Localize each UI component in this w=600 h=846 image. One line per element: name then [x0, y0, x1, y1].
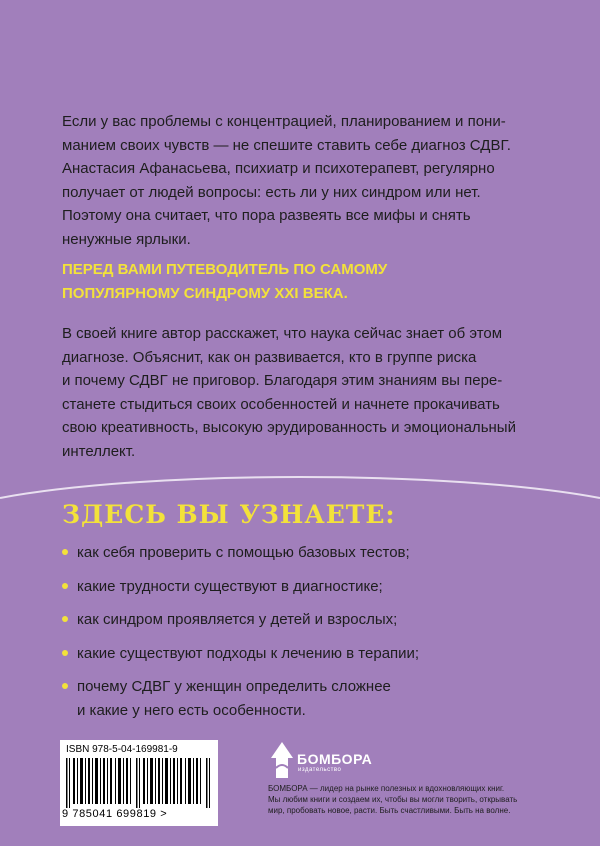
intro-line: получает от людей вопросы: есть ли у них синдром или нет.: [62, 183, 481, 201]
intro-line: Анастасия Афанасьева, психиатр и психотерапевт, регулярно: [62, 160, 495, 177]
section-heading: ЗДЕСЬ ВЫ УЗНАЕТЕ:: [62, 500, 396, 529]
bombora-logo-icon: [268, 740, 298, 780]
publisher-sub: издательство: [298, 767, 342, 773]
description-line: интеллект.: [62, 442, 136, 460]
learn-list: [62, 541, 542, 732]
list-item: [62, 608, 542, 632]
intro-line: ненужные ярлыки.: [62, 230, 191, 248]
highlight-text: [62, 258, 542, 306]
description-line: станете стыдиться своих особенностей и начнете прокачивать: [62, 395, 500, 413]
blurb-line: мир, пробовать новое, расти. Быть счастливыми. Быть на волне.: [268, 806, 511, 815]
bullet-icon: [62, 583, 68, 589]
list-item-text: какие трудности существуют в диагностике;: [77, 577, 383, 595]
intro-line: манием своих чувств — не спешите ставить себе диагноз СДВГ.: [62, 136, 511, 154]
list-item-text: и какие у него есть особенности.: [77, 701, 306, 719]
blurb-line: БОМБОРА — лидер на рынке полезных и вдохновляющих книг.: [268, 784, 505, 793]
description-paragraph: [62, 322, 542, 463]
list-item-text: почему СДВГ у женщин определить сложнее: [77, 678, 391, 695]
publisher-name: БОМБОРА: [297, 751, 373, 767]
publisher-blurb: [268, 783, 553, 816]
description-line: и почему СДВГ не приговор. Благодаря этим знаниям вы пере-: [62, 372, 503, 389]
intro-line: Поэтому она считает, что пора развеять все мифы и снять: [62, 207, 471, 224]
barcode-number: 9 785041 699819 >: [62, 808, 168, 820]
bullet-icon: [62, 683, 68, 689]
bullet-icon: [62, 650, 68, 656]
list-item-text: как себя проверить с помощью базовых тестов;: [77, 544, 410, 561]
description-line: В своей книге автор расскажет, что наука сейчас знает об этом: [62, 325, 503, 342]
list-item: [62, 541, 542, 565]
list-item: [62, 675, 542, 722]
description-line: свою креативность, высокую эрудированность и эмоциональный: [62, 419, 516, 436]
barcode-icon: [66, 758, 212, 808]
list-item: [62, 642, 542, 666]
list-item: [62, 575, 542, 599]
intro-line: Если у вас проблемы с концентрацией, планированием и пони-: [62, 113, 506, 130]
intro-paragraph: [62, 110, 542, 251]
barcode-box: [60, 740, 218, 826]
list-item-text: как синдром проявляется у детей и взрослых;: [77, 611, 398, 628]
highlight-line: ПЕРЕД ВАМИ ПУТЕВОДИТЕЛЬ ПО САМОМУ: [62, 261, 388, 278]
bullet-icon: [62, 549, 68, 555]
blurb-line: Мы любим книги и создаем их, чтобы вы могли творить, открывать: [268, 795, 518, 804]
bullet-icon: [62, 616, 68, 622]
list-item-text: какие существуют подходы к лечению в терапии;: [77, 644, 420, 662]
description-line: диагнозе. Объяснит, как он развивается, кто в группе риска: [62, 348, 477, 366]
highlight-line: ПОПУЛЯРНОМУ СИНДРОМУ XXI ВЕКА.: [62, 285, 348, 302]
isbn-text: ISBN 978-5-04-169981-9: [66, 744, 178, 755]
